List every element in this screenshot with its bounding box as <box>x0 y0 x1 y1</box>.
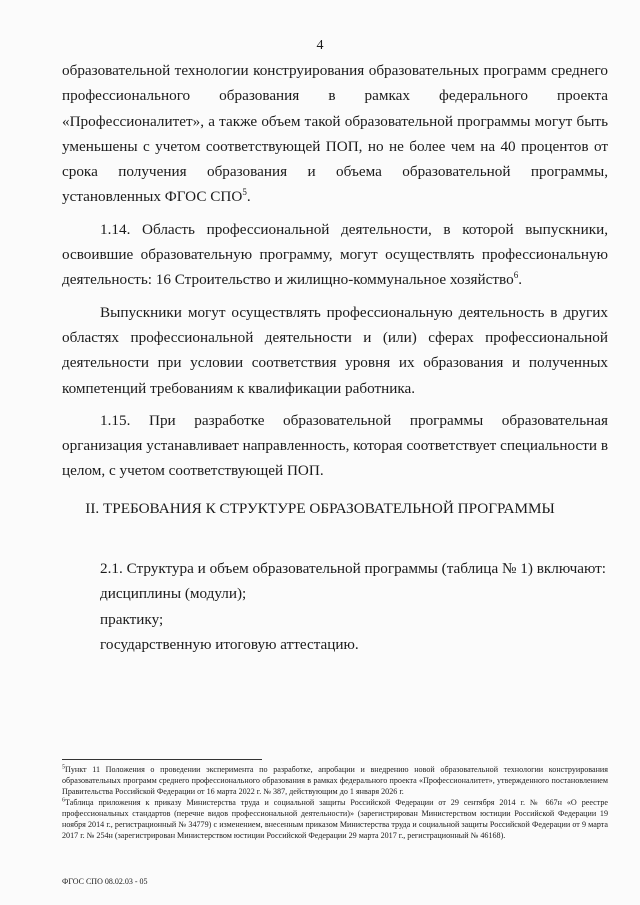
paragraph-1-14 <box>62 217 608 293</box>
paragraph-text: 1.14. Область профессиональной деятельности, в которой выпускники, освоившие образовательную программу, могут осуществлять профессиональную деятельность: 16 Строительство и жилищно-коммунальное хозяйство <box>62 220 608 289</box>
paragraph-continuation <box>62 58 608 210</box>
paragraph-text: образовательной технологии конструирования образовательных программ среднего профессионального образования в рамках федерального проекта «Профессионалитет», а также объем такой образовательной программы могут быть уменьшены с учетом соответствующей ПОП, но не более чем на 40 процентов от срока получения образования и объема образовательной программы, установленных ФГОС СПО <box>62 62 608 206</box>
section-heading: II. ТРЕБОВАНИЯ К СТРУКТУРЕ ОБРАЗОВАТЕЛЬНОЙ ПРОГРАММЫ <box>85 500 555 517</box>
footnote-text: Таблица приложения к приказу Министерства труда и социальной защиты Российской Федерации от 29 сентября 2014 г. № 667н «О реестре профессиональных стандартов (перечне видов профессиональной деятельности)» (зарегистрирован Министерством юстиции Российской Федерации 19 ноября 2014 г., регистрационный № 34779) с изменением, внесенным приказом Министерства труда и социальной защиты Российской Федерации от 9 марта 2017 г. № 254н (зарегистрирован Министерством юстиции Российской Федерации 29 марта 2017 г., регистрационный № 46168). <box>62 798 608 840</box>
footnote-ref-6: 6 <box>513 270 519 281</box>
list-item: государственную итоговую аттестацию. <box>100 635 359 653</box>
footnote-ref-5: 5 <box>242 187 247 198</box>
footnote-text: Пункт 11 Положения о проведении эксперимента по разработке, апробации и внедрению новой образовательной технологии конструирования образовательных программ среднего профессионального образования в рамках федерального проекта «Профессионалитет», утвержденного постановлением Правительства Российской Федерации от 16 марта 2022 г. № 387, действующим до 1 января 2026 г. <box>62 765 608 796</box>
structure-list <box>62 556 608 657</box>
structure-intro: 2.1. Структура и объем образовательной программы (таблица № 1) включают: <box>100 560 606 577</box>
page-number: 4 <box>316 38 324 53</box>
paragraph-1-15: 1.15. При разработке образовательной программы образовательная организация устанавливает направленность, которая соответствует специальности в целом, с учетом соответствующей ПОП. <box>62 411 608 480</box>
paragraph-tail: . <box>518 271 522 289</box>
footnote-5 <box>62 764 608 797</box>
footnote-6 <box>62 797 608 841</box>
footnotes <box>62 764 608 841</box>
list-item: практику; <box>100 610 164 628</box>
body-text <box>62 58 608 484</box>
list-item: дисциплины (модули); <box>100 585 247 603</box>
paragraph-tail: . <box>246 188 251 206</box>
footnote-mark: 5 <box>62 764 65 771</box>
footnote-divider <box>62 759 262 760</box>
footnote-mark: 6 <box>62 797 65 804</box>
footer-code: ФГОС СПО 08.02.03 - 05 <box>62 877 148 886</box>
paragraph-graduates: Выпускники могут осуществлять профессиональную деятельность в других областях профессиональной деятельности и (или) сферах профессиональной деятельности при условии соответствия уровня их образования и полученных компетенций требованиям к квалификации работника. <box>62 303 608 397</box>
